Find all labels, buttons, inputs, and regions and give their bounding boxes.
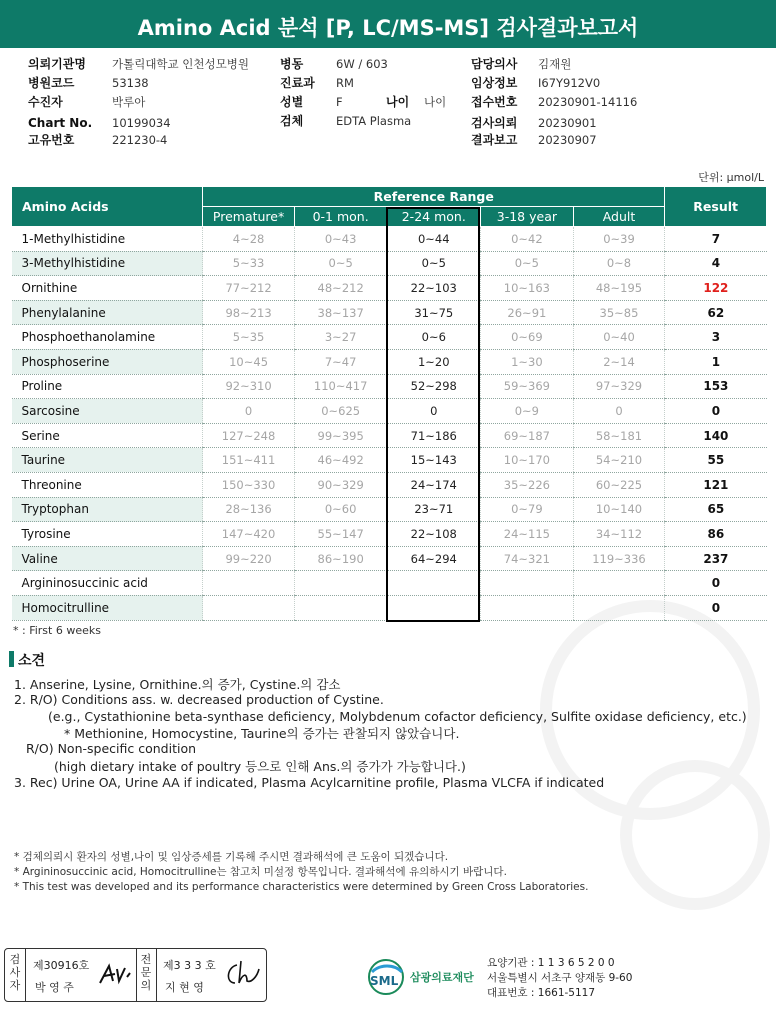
reference-range-cell: 150~330 <box>203 472 295 497</box>
reference-range-cell: 54~210 <box>573 448 665 473</box>
result-value: 0 <box>665 595 767 620</box>
reference-range-cell: 23~71 <box>387 497 481 522</box>
reference-range-cell: 34~112 <box>573 522 665 547</box>
reference-range-cell: 48~212 <box>294 276 387 301</box>
reference-range-cell: 99~220 <box>203 546 295 571</box>
reference-range-cell: 71~186 <box>387 423 481 448</box>
reference-range-cell: 0~79 <box>481 497 574 522</box>
request-date-value: 20230901 <box>538 116 597 130</box>
reference-range-cell: 98~213 <box>203 300 295 325</box>
lab-address: 서울특별시 서초구 양재동 9-60 <box>487 972 633 984</box>
amino-acid-name: Phosphoethanolamine <box>12 325 203 350</box>
amino-acid-name: Proline <box>12 374 203 399</box>
lab-institution: 요양기관 : 1 1 3 6 5 2 0 0 <box>487 957 615 969</box>
reference-range-cell: 1~20 <box>387 349 481 374</box>
note-line: * 검체의뢰시 환자의 성별,나이 및 임상증세를 기록해 주시면 결과해석에 큰 도움이 되겠습니다. <box>14 851 449 863</box>
chart-label: Chart No. <box>28 116 93 130</box>
reference-range-cell: 7~47 <box>294 349 387 374</box>
amino-acid-name: 3-Methylhistidine <box>12 251 203 276</box>
reference-range-cell: 97~329 <box>573 374 665 399</box>
amino-acid-name: Homocitrulline <box>12 595 203 620</box>
reference-range-cell: 28~136 <box>203 497 295 522</box>
tester-license: 제30916호 <box>33 959 90 972</box>
reference-range-cell: 0 <box>203 399 295 424</box>
amino-acid-name: Threonine <box>12 472 203 497</box>
lab-phone: 대표번호 : 1661-5117 <box>487 987 596 999</box>
reference-range-cell: 10~170 <box>481 448 574 473</box>
reference-range-cell <box>203 595 295 620</box>
reference-range-cell: 147~420 <box>203 522 295 547</box>
reference-range-cell: 69~187 <box>481 423 574 448</box>
ref-col-header: 2-24 mon. <box>387 207 481 227</box>
doctor-value: 김재원 <box>538 57 572 71</box>
reference-range-cell: 15~143 <box>387 448 481 473</box>
ward-label: 병동 <box>280 57 304 71</box>
tester-signature-image <box>97 963 133 987</box>
finding-line: (e.g., Cystathionine beta-synthase deficiency, Molybdenum cofactor deficiency, Sulfite oxidase deficiency, etc.) <box>48 709 747 724</box>
hospital-value: 가톨릭대학교 인천성모병원 <box>112 57 249 71</box>
clinical-info-label: 임상정보 <box>471 76 518 90</box>
report-date-value: 20230907 <box>538 133 597 147</box>
reference-range-cell: 3~27 <box>294 325 387 350</box>
reference-range-cell: 35~85 <box>573 300 665 325</box>
patient-name-label: 수진자 <box>28 95 63 109</box>
reference-range-cell: 22~103 <box>387 276 481 301</box>
amino-acid-name: Argininosuccinic acid <box>12 571 203 596</box>
divider <box>156 949 157 1001</box>
patient-info <box>0 0 776 160</box>
reference-range-cell: 10~140 <box>573 497 665 522</box>
amino-acid-name: Sarcosine <box>12 399 203 424</box>
reviewer-label: 전문의 <box>140 953 152 992</box>
reference-range-cell <box>294 571 387 596</box>
result-value: 1 <box>665 349 767 374</box>
reference-range-cell <box>203 571 295 596</box>
reference-range-cell: 0~625 <box>294 399 387 424</box>
reference-range-cell: 0 <box>573 399 665 424</box>
amino-acid-name: 1-Methylhistidine <box>12 227 203 252</box>
reference-range-cell: 86~190 <box>294 546 387 571</box>
tester-name: 박 영 주 <box>35 981 74 994</box>
reference-range-cell: 0~5 <box>387 251 481 276</box>
reference-range-cell: 31~75 <box>387 300 481 325</box>
reference-range-cell: 110~417 <box>294 374 387 399</box>
reference-range-cell: 59~369 <box>481 374 574 399</box>
result-value: 7 <box>665 227 767 252</box>
lab-name: 삼광의료재단 <box>410 971 474 984</box>
reference-range-cell: 77~212 <box>203 276 295 301</box>
dept-value: RM <box>336 76 354 90</box>
reference-range-cell: 10~163 <box>481 276 574 301</box>
reference-range-cell: 1~30 <box>481 349 574 374</box>
age-range-highlight <box>386 207 480 622</box>
hospital-label: 의뢰기관명 <box>28 57 86 71</box>
result-value: 3 <box>665 325 767 350</box>
reference-range-cell: 35~226 <box>481 472 574 497</box>
reference-range-cell: 0~43 <box>294 227 387 252</box>
unique-id-label: 고유번호 <box>28 133 75 147</box>
col-reference-range: Reference Range <box>203 187 665 207</box>
reference-range-cell <box>294 595 387 620</box>
reference-range-cell: 64~294 <box>387 546 481 571</box>
reference-range-cell: 60~225 <box>573 472 665 497</box>
finding-line: 2. R/O) Conditions ass. w. decreased production of Cystine. <box>14 692 384 707</box>
result-value: 121 <box>665 472 767 497</box>
finding-line: 3. Rec) Urine OA, Urine AA if indicated, Plasma Acylcarnitine profile, Plasma VLCFA if indicated <box>14 775 605 790</box>
amino-acid-name: Serine <box>12 423 203 448</box>
reference-range-cell: 0~39 <box>573 227 665 252</box>
result-value: 65 <box>665 497 767 522</box>
unit-label: 단위: μmol/L <box>698 171 764 184</box>
reference-range-cell: 48~195 <box>573 276 665 301</box>
patient-name-value: 박루아 <box>112 95 146 109</box>
findings-title-text: 소견 <box>18 653 46 669</box>
reference-range-cell: 0~40 <box>573 325 665 350</box>
section-marker <box>9 651 14 667</box>
reception-value: 20230901-14116 <box>538 95 638 109</box>
ward-value: 6W / 603 <box>336 57 388 71</box>
tester-label: 검사자 <box>9 953 21 992</box>
finding-line: * Methionine, Homocystine, Taurine의 증가는 관찰되지 않았습니다. <box>64 726 460 741</box>
reference-range-cell: 0 <box>387 399 481 424</box>
reference-range-cell: 22~108 <box>387 522 481 547</box>
result-value: 4 <box>665 251 767 276</box>
specimen-label: 검체 <box>280 114 304 128</box>
reference-range-cell: 38~137 <box>294 300 387 325</box>
reference-range-cell: 46~492 <box>294 448 387 473</box>
signature-box <box>4 948 267 1002</box>
reference-range-cell <box>481 571 574 596</box>
specimen-value: EDTA Plasma <box>336 114 412 128</box>
reference-range-cell: 0~8 <box>573 251 665 276</box>
findings-title <box>9 650 45 670</box>
report-title: Amino Acid 분석 [P, LC/MS-MS] 검사결과보고서 <box>0 0 776 48</box>
reference-range-cell: 119~336 <box>573 546 665 571</box>
reference-range-cell: 99~395 <box>294 423 387 448</box>
result-value: 140 <box>665 423 767 448</box>
col-result: Result <box>665 187 767 227</box>
reference-range-cell: 0~69 <box>481 325 574 350</box>
premature-footnote: * : First 6 weeks <box>13 624 101 637</box>
amino-acid-name: Valine <box>12 546 203 571</box>
code-value: 53138 <box>112 76 149 90</box>
divider <box>136 949 137 1001</box>
finding-line: R/O) Non-specific condition <box>26 741 197 756</box>
note-line: * Argininosuccinic acid, Homocitrulline는 참고치 미설정 항목입니다. 결과해석에 유의하시기 바랍니다. <box>14 866 507 878</box>
reference-range-cell: 24~115 <box>481 522 574 547</box>
reference-range-cell: 92~310 <box>203 374 295 399</box>
reference-range-cell: 151~411 <box>203 448 295 473</box>
reference-range-cell: 10~45 <box>203 349 295 374</box>
amino-acid-name: Taurine <box>12 448 203 473</box>
sml-logo-icon <box>366 958 408 998</box>
reference-range-cell: 5~33 <box>203 251 295 276</box>
reference-range-cell <box>573 595 665 620</box>
result-value: 86 <box>665 522 767 547</box>
ref-col-header: 3-18 year <box>481 207 574 227</box>
col-amino-acids: Amino Acids <box>12 187 203 227</box>
reference-range-cell: 52~298 <box>387 374 481 399</box>
reference-range-cell: 0~60 <box>294 497 387 522</box>
result-value: 0 <box>665 571 767 596</box>
reference-range-cell: 0~9 <box>481 399 574 424</box>
reviewer-license: 제3 3 3 호 <box>163 959 216 972</box>
reference-range-cell: 0~42 <box>481 227 574 252</box>
reference-range-cell: 90~329 <box>294 472 387 497</box>
reception-label: 접수번호 <box>471 95 518 109</box>
reference-range-cell <box>481 595 574 620</box>
finding-line: 1. Anserine, Lysine, Ornithine.의 증가, Cystine.의 감소 <box>14 677 341 692</box>
age-value: 나이 <box>424 95 447 109</box>
result-value: 153 <box>665 374 767 399</box>
reference-range-cell: 4~28 <box>203 227 295 252</box>
report-notes <box>14 850 588 895</box>
report-date-label: 결과보고 <box>471 133 518 147</box>
result-value: 237 <box>665 546 767 571</box>
dept-label: 진료과 <box>280 76 315 90</box>
background-decoration <box>620 760 770 910</box>
reference-range-cell: 2~14 <box>573 349 665 374</box>
sex-label: 성별 <box>280 95 304 109</box>
reference-range-cell: 26~91 <box>481 300 574 325</box>
amino-acid-name: Ornithine <box>12 276 203 301</box>
amino-acid-name: Phosphoserine <box>12 349 203 374</box>
reference-range-cell: 5~35 <box>203 325 295 350</box>
code-label: 병원코드 <box>28 76 75 90</box>
sex-value: F <box>336 95 343 109</box>
reference-range-cell: 0~6 <box>387 325 481 350</box>
result-value: 122 <box>665 276 767 301</box>
divider <box>25 949 26 1001</box>
age-label: 나이 <box>386 95 410 109</box>
ref-col-header: 0-1 mon. <box>294 207 387 227</box>
reference-range-cell: 58~181 <box>573 423 665 448</box>
chart-value: 10199034 <box>112 116 171 130</box>
reference-range-cell: 127~248 <box>203 423 295 448</box>
lab-info <box>487 956 632 1001</box>
request-date-label: 검사의뢰 <box>471 116 518 130</box>
reference-range-cell: 0~5 <box>294 251 387 276</box>
result-value: 0 <box>665 399 767 424</box>
ref-col-header: Premature* <box>203 207 295 227</box>
finding-line: (high dietary intake of poultry 등으로 인해 Ans.의 증가가 가능합니다.) <box>54 759 466 774</box>
reviewer-signature-image <box>223 959 263 989</box>
unique-id-value: 221230-4 <box>112 133 168 147</box>
note-line: * This test was developed and its performance characteristics were determined by Green Cross Laboratories. <box>14 881 589 893</box>
reference-range-cell <box>573 571 665 596</box>
doctor-label: 담당의사 <box>471 57 518 71</box>
clinical-info-value: I67Y912V0 <box>538 76 601 90</box>
reference-range-cell: 0~44 <box>387 227 481 252</box>
reference-range-cell: 55~147 <box>294 522 387 547</box>
reference-range-cell: 74~321 <box>481 546 574 571</box>
reference-range-cell: 24~174 <box>387 472 481 497</box>
ref-col-header: Adult <box>573 207 665 227</box>
result-value: 62 <box>665 300 767 325</box>
reviewer-name: 지 현 영 <box>165 981 204 994</box>
amino-acid-name: Tyrosine <box>12 522 203 547</box>
amino-acid-name: Phenylalanine <box>12 300 203 325</box>
logo-text: SML <box>370 974 399 988</box>
amino-acid-name: Tryptophan <box>12 497 203 522</box>
result-value: 55 <box>665 448 767 473</box>
reference-range-cell: 0~5 <box>481 251 574 276</box>
